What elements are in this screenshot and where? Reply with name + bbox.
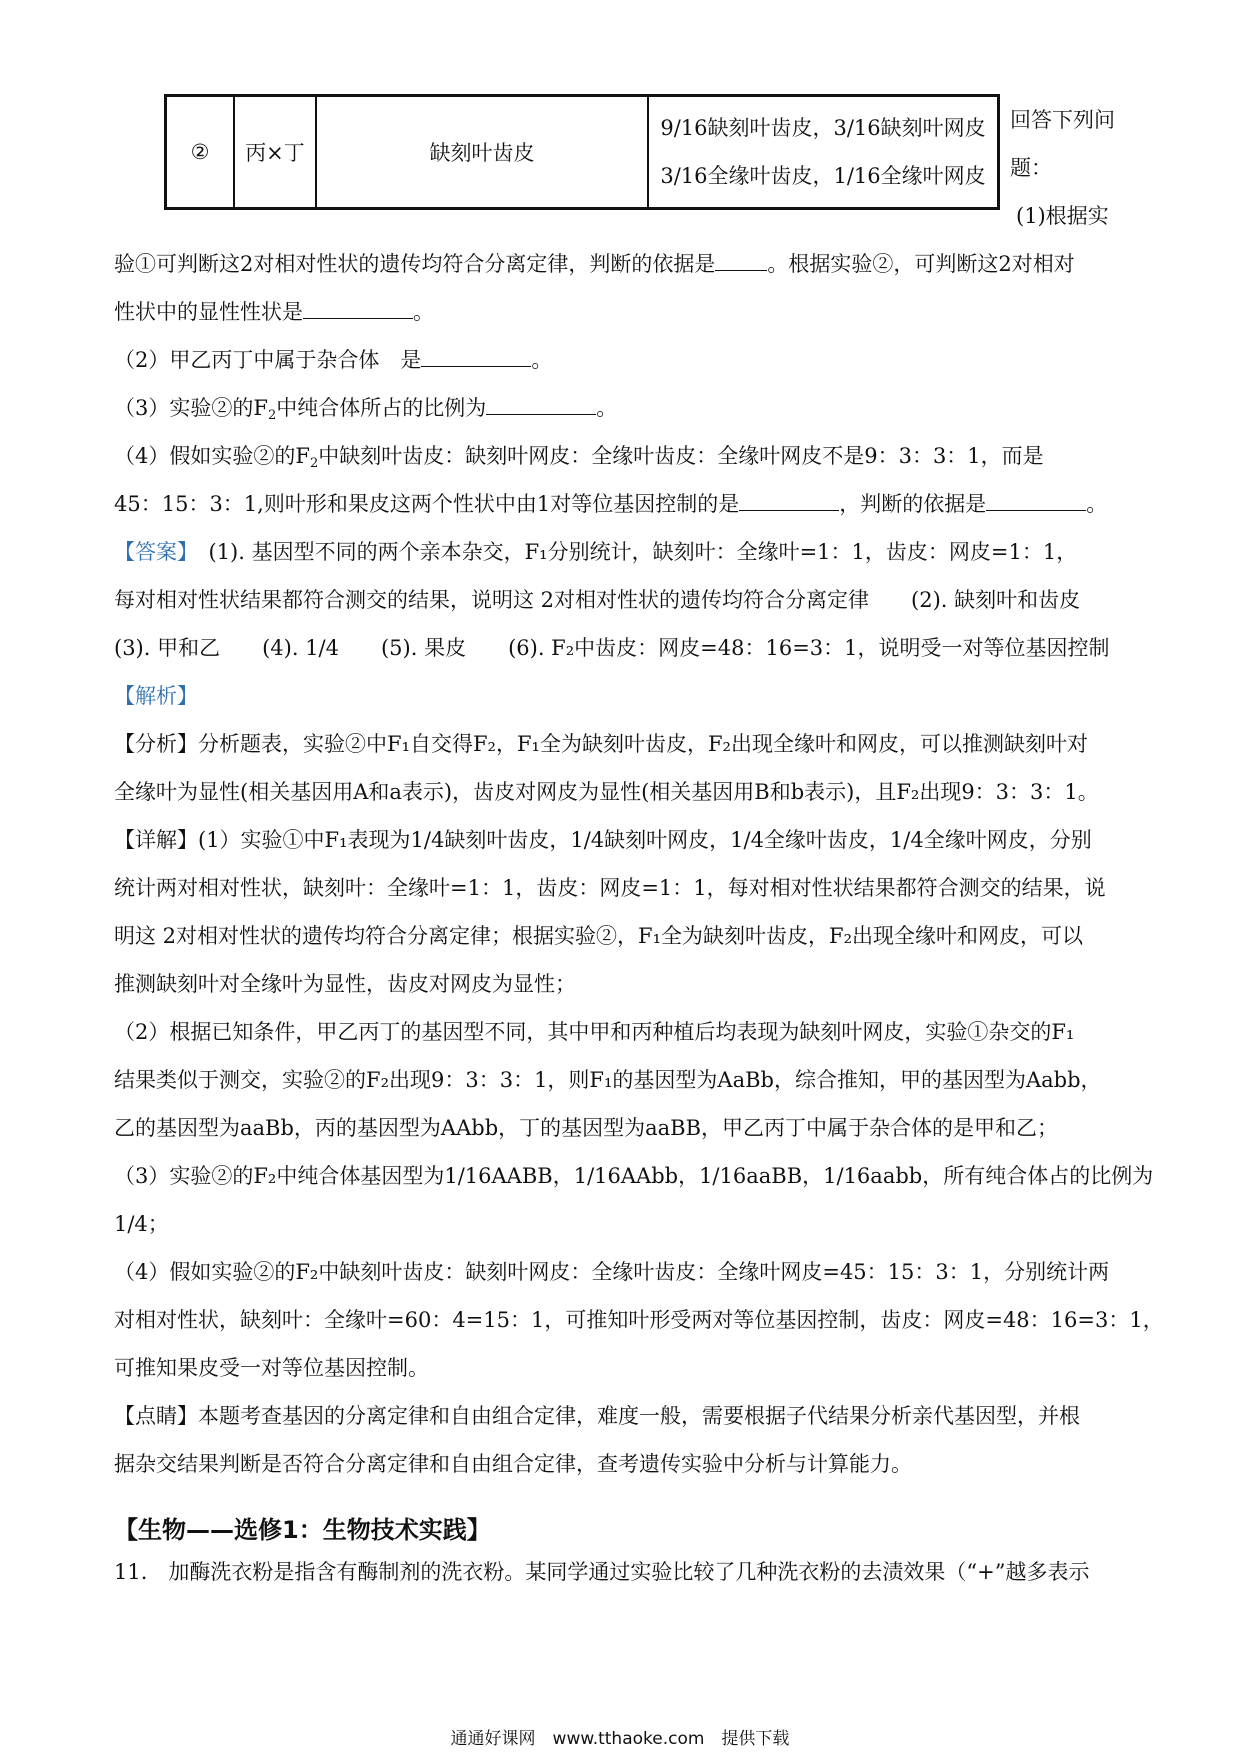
analysis-detail-1: 【详解】(1）实验①中F₁表现为1/4缺刻叶齿皮，1/4缺刻叶网皮，1/4全缘叶齿皮，1/4全缘叶网皮，分别: [114, 828, 1092, 852]
f1-phenotype: 缺刻叶齿皮: [317, 97, 649, 207]
answer-blank: [303, 296, 413, 319]
answer-blank: [739, 488, 839, 511]
q4-line1: （4）假如实验②的$F_2$中缺刻叶齿皮：缺刻叶网皮：全缘叶齿皮：全缘叶网皮不是9：3：3：1，而是: [114, 444, 1044, 471]
analysis-tag: 【解析】: [114, 684, 198, 708]
q1-line1: 验①可判断这2对相对性状的遗传均符合分离定律，判断的依据是 。根据实验②，可判断这2对相对: [114, 240, 1130, 288]
answer-blank: [715, 248, 767, 271]
analysis-part2-3: 乙的基因型为aaBb，丙的基因型为AAbb，丁的基因型为aaBB，甲乙丙丁中属于杂合体的是甲和乙；: [114, 1116, 1059, 1140]
f2-phenotype: [649, 97, 997, 207]
f2-phenotype-line1: 9/16缺刻叶齿皮，3/16缺刻叶网皮: [660, 116, 986, 140]
analysis-dianjing-2: 据杂交结果判断是否符合分离定律和自由组合定律，查考遗传实验中分析与计算能力。: [114, 1452, 912, 1476]
analysis-detail-4: 推测缺刻叶对全缘叶为显性，齿皮对网皮为显性；: [114, 972, 576, 996]
cross-combination: 丙×丁: [235, 97, 317, 207]
q1-line2: 性状中的显性性状是 。: [114, 288, 1130, 336]
section-heading: 【生物——选修1：生物技术实践】: [114, 1516, 491, 1544]
analysis-part4-1: （4）假如实验②的F₂中缺刻叶齿皮：缺刻叶网皮：全缘叶齿皮：全缘叶网皮=45：15：3：1，分别统计两: [114, 1260, 1110, 1284]
side-text-1: 回答下列问: [1010, 108, 1115, 132]
q3-line: （3）实验②的$F_2$中纯合体所占的比例为 。: [114, 384, 1130, 432]
analysis-dianjing-1: 【点睛】本题考查基因的分离定律和自由组合定律，难度一般，需要根据子代结果分析亲代基因型，并根: [114, 1404, 1080, 1428]
analysis-fenxi-2: 全缘叶为显性(相关基因用A和a表示)，齿皮对网皮为显性(相关基因用B和b表示)，且F₂出现9：3：3：1。: [114, 780, 1099, 804]
side-text-2: 题：: [1010, 156, 1052, 180]
q4-line2: 45：15：3：1,则叶形和果皮这两个性状中由1对等位基因控制的是 ，判断的依据是 。: [114, 480, 1130, 528]
answer-blank: [986, 488, 1086, 511]
answer-blank: [421, 344, 531, 367]
analysis-part3-1: （3）实验②的F₂中纯合体基因型为1/16AABB，1/16AAbb，1/16aaBB，1/16aabb，所有纯合体占的比例为: [114, 1164, 1154, 1188]
analysis-detail-3: 明这 2对相对性状的遗传均符合分离定律；根据实验②，F₁全为缺刻叶齿皮，F₂出现全缘叶和网皮，可以: [114, 924, 1084, 948]
analysis-part4-2: 对相对性状，缺刻叶：全缘叶=60：4=15：1，可推知叶形受两对等位基因控制，齿皮：网皮=48：16=3：1，: [114, 1308, 1164, 1332]
answer-line1: 【答案】 (1). 基因型不同的两个亲本杂交，F₁分别统计，缺刻叶：全缘叶=1：1，齿皮：网皮=1：1，: [114, 540, 1078, 564]
answer-blank: [486, 392, 596, 415]
analysis-part2-2: 结果类似于测交，实验②的F₂出现9：3：3：1，则F₁的基因型为AaBb，综合推知，甲的基因型为Aabb，: [114, 1068, 1102, 1092]
analysis-detail-2: 统计两对相对性状，缺刻叶：全缘叶=1：1，齿皮：网皮=1：1，每对相对性状结果都符合测交的结果，说: [114, 876, 1106, 900]
analysis-part3-2: 1/4；: [114, 1212, 169, 1236]
answer-tag: 【答案】: [114, 540, 188, 564]
question-11: 11. 加酶洗衣粉是指含有酶制剂的洗衣粉。某同学通过实验比较了几种洗衣粉的去渍效果（“+”越多表示: [114, 1560, 1090, 1584]
analysis-part2-1: （2）根据已知条件，甲乙丙丁的基因型不同，其中甲和丙种植后均表现为缺刻叶网皮，实验①杂交的F₁: [114, 1020, 1075, 1044]
q2-line: （2）甲乙丙丁中属于杂合体 是 。: [114, 336, 1130, 384]
experiment-number: ②: [167, 97, 235, 207]
answer-line2: 每对相对性状结果都符合测交的结果，说明这 2对相对性状的遗传均符合分离定律 (2). 缺刻叶和齿皮: [114, 588, 1081, 612]
experiment-table-row: [164, 94, 1000, 210]
question-block: [114, 240, 1164, 1488]
f2-phenotype-line2: 3/16全缘叶齿皮，1/16全缘叶网皮: [660, 164, 986, 188]
footer-watermark: 通通好课网 www.tthaoke.com 提供下载: [450, 1729, 790, 1749]
side-text-3: (1)根据实: [1016, 204, 1109, 228]
answer-line3: (3). 甲和乙 (4). 1/4 (5). 果皮 (6). F₂中齿皮：网皮=48：16=3：1，说明受一对等位基因控制: [114, 636, 1110, 660]
analysis-fenxi-1: 【分析】分析题表，实验②中F₁自交得F₂，F₁全为缺刻叶齿皮，F₂出现全缘叶和网皮，可以推测缺刻叶对: [114, 732, 1088, 756]
analysis-part4-3: 可推知果皮受一对等位基因控制。: [114, 1356, 429, 1380]
